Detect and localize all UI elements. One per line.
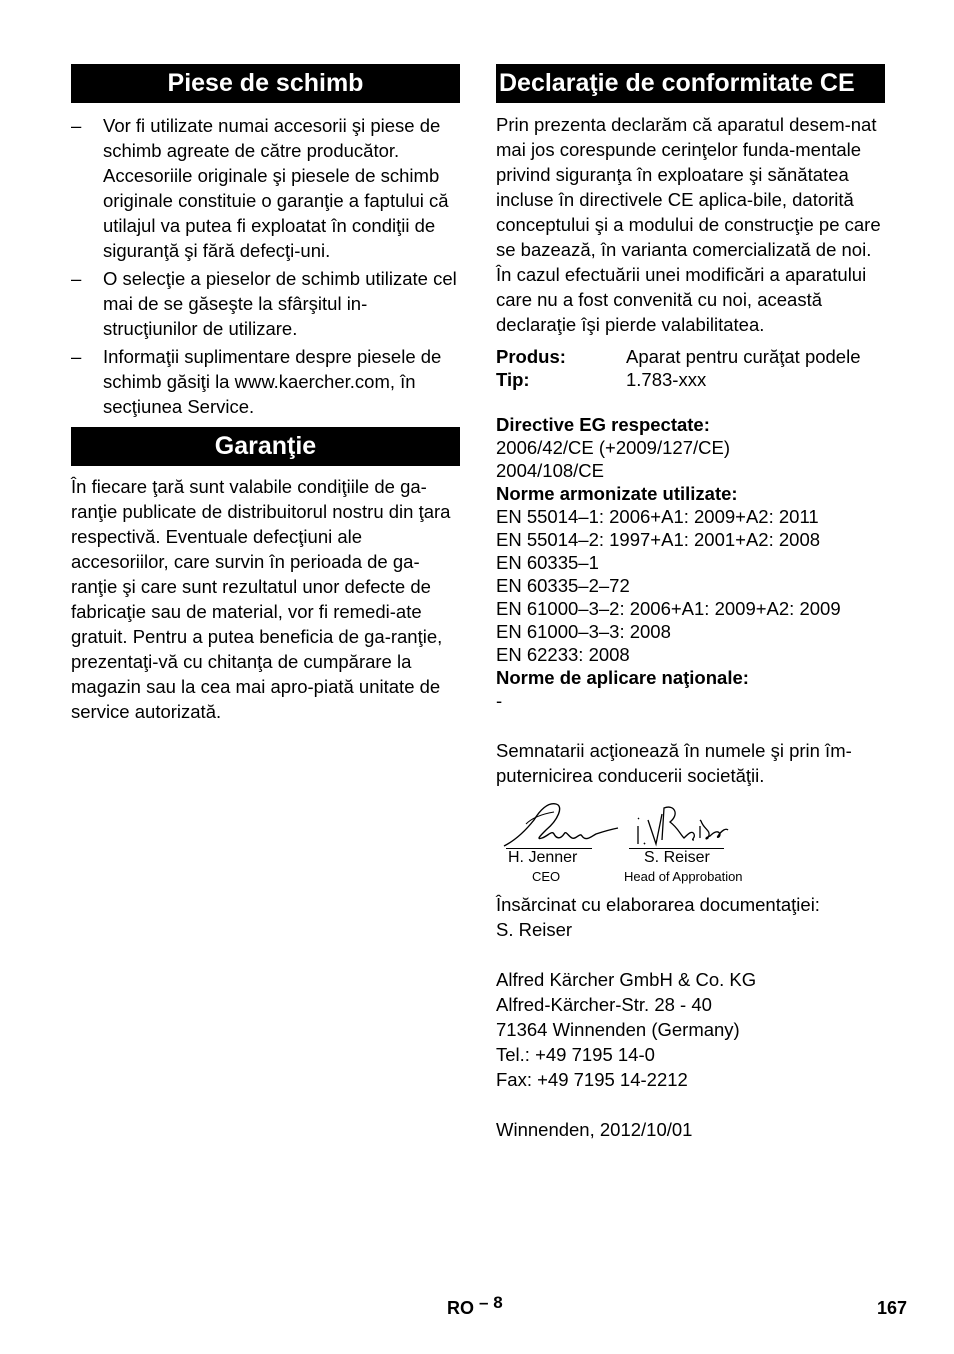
norm-item: EN 61000–3–3: 2008 — [496, 621, 671, 642]
list-item-text: Informaţii suplimentare despre piesele de schimb găsiţi la www.kaercher.com, în secţiunea Service. — [103, 346, 442, 417]
signature-block — [496, 800, 885, 890]
address-line: Tel.: +49 7195 14-0 — [496, 1044, 655, 1065]
signer2-name: S. Reiser — [644, 849, 710, 866]
type-label: Tip: — [496, 369, 530, 390]
signatories-text: Semnatarii acţionează în numele şi prin îm-puternicirea conducerii societăţii. — [496, 740, 852, 786]
norm-item: EN 61000–3–2: 2006+A1: 2009+A2: 2009 — [496, 598, 841, 619]
national-value: - — [496, 690, 503, 711]
directive-item: 2006/42/CE (+2009/127/CE) — [496, 437, 730, 458]
product-info — [496, 345, 885, 391]
address-block — [496, 967, 885, 1092]
national-label: Norme de aplicare naţionale: — [496, 667, 749, 688]
directives-label: Directive EG respectate: — [496, 414, 710, 435]
product-row — [496, 345, 885, 368]
bullet-dash: – — [71, 346, 82, 367]
signer1-name: H. Jenner — [508, 849, 578, 866]
directive-item: 2004/108/CE — [496, 460, 605, 481]
norm-item: EN 60335–1 — [496, 552, 599, 573]
address-line: 71364 Winnenden (Germany) — [496, 1019, 740, 1040]
documentation-block — [496, 892, 885, 942]
list-item — [71, 344, 460, 419]
norm-item: EN 62233: 2008 — [496, 644, 630, 665]
norms-label: Norme armonizate utilizate: — [496, 483, 738, 504]
left-column — [71, 64, 460, 724]
norm-item: EN 60335–2–72 — [496, 575, 630, 596]
signature-jenner-icon — [496, 800, 621, 850]
type-row — [496, 368, 885, 391]
documentation-person: S. Reiser — [496, 919, 573, 940]
list-item-text: Vor fi utilizate numai accesorii şi piese de schimb agreate de către producător. Accesoriile originale şi piesele de schimb originale constituie o garanţie a faptului că utilajul va putea fi exploatat în condiţii de siguranţă şi fără defecţi-uni. — [103, 115, 449, 261]
standards-block — [496, 413, 885, 712]
signer1-role: CEO — [532, 869, 561, 884]
spare-parts-heading: Piese de schimb — [71, 64, 460, 103]
warranty-text: În fiecare ţară sunt valabile condiţiile de ga-ranţie publicate de distribuitorul nostru din ţara respectivă. Eventuale defecţiuni ale accesoriilor, care survin în perioada de ga-ranţie şi care sunt rezultatul unor defecte de fabricaţie sau de material, vor fi remedi-ate gratuit. Pentru a putea beneficia de ga-ranţie, prezentaţi-vă cu chitanţa de cumpărare la magazin sau la cea mai apro-piată unitate de service autorizată. — [71, 476, 451, 722]
footer-dash: – — [479, 1293, 489, 1312]
page-number: 167 — [877, 1298, 908, 1318]
bullet-dash: – — [71, 268, 82, 289]
list-item-text: O selecţie a pieselor de schimb utilizate cel mai de se găseşte la sfârşitul in-strucţiunilor de utilizare. — [103, 268, 457, 339]
type-value: 1.783-xxx — [626, 369, 707, 390]
place-date: Winnenden, 2012/10/01 — [496, 1119, 693, 1140]
declaration-intro: Prin prezenta declarăm că aparatul desem-nat mai jos corespunde cerinţelor funda-mentale privind siguranţa în exploatare şi sănătatea incluse în directivele CE aplica-bile, datorită conceptului şi a modului de construcţie pe care se bazează, în varianta comercializată de noi. În cazul efectuării unei modificări a aparatului care nu a fost convenită cu noi, această declaraţie îşi pierde valabilitatea. — [496, 114, 881, 335]
spare-parts-list — [71, 113, 460, 419]
documentation-label: Însărcinat cu elaborarea documentaţiei: — [496, 894, 820, 915]
list-item — [71, 113, 460, 263]
product-value: Aparat pentru curăţat podele — [626, 346, 861, 367]
signature-reiser-icon — [634, 804, 729, 849]
norm-item: EN 55014–1: 2006+A1: 2009+A2: 2011 — [496, 506, 819, 527]
signer2-role: Head of Approbation — [624, 869, 743, 884]
footer-lang: RO — [447, 1298, 474, 1318]
address-line: Alfred-Kärcher-Str. 28 - 40 — [496, 994, 712, 1015]
list-item — [71, 266, 460, 341]
footer-section-code — [447, 1293, 503, 1319]
address-line: Fax: +49 7195 14-2212 — [496, 1069, 688, 1090]
norm-item: EN 55014–2: 1997+A1: 2001+A2: 2008 — [496, 529, 821, 550]
address-line: Alfred Kärcher GmbH & Co. KG — [496, 969, 757, 990]
warranty-heading: Garanţie — [71, 427, 460, 466]
product-label: Produs: — [496, 346, 566, 367]
bullet-dash: – — [71, 115, 82, 136]
declaration-heading: Declaraţie de conformitate CE — [496, 64, 885, 103]
right-column — [496, 64, 885, 1142]
footer-section-page: 8 — [493, 1293, 503, 1312]
